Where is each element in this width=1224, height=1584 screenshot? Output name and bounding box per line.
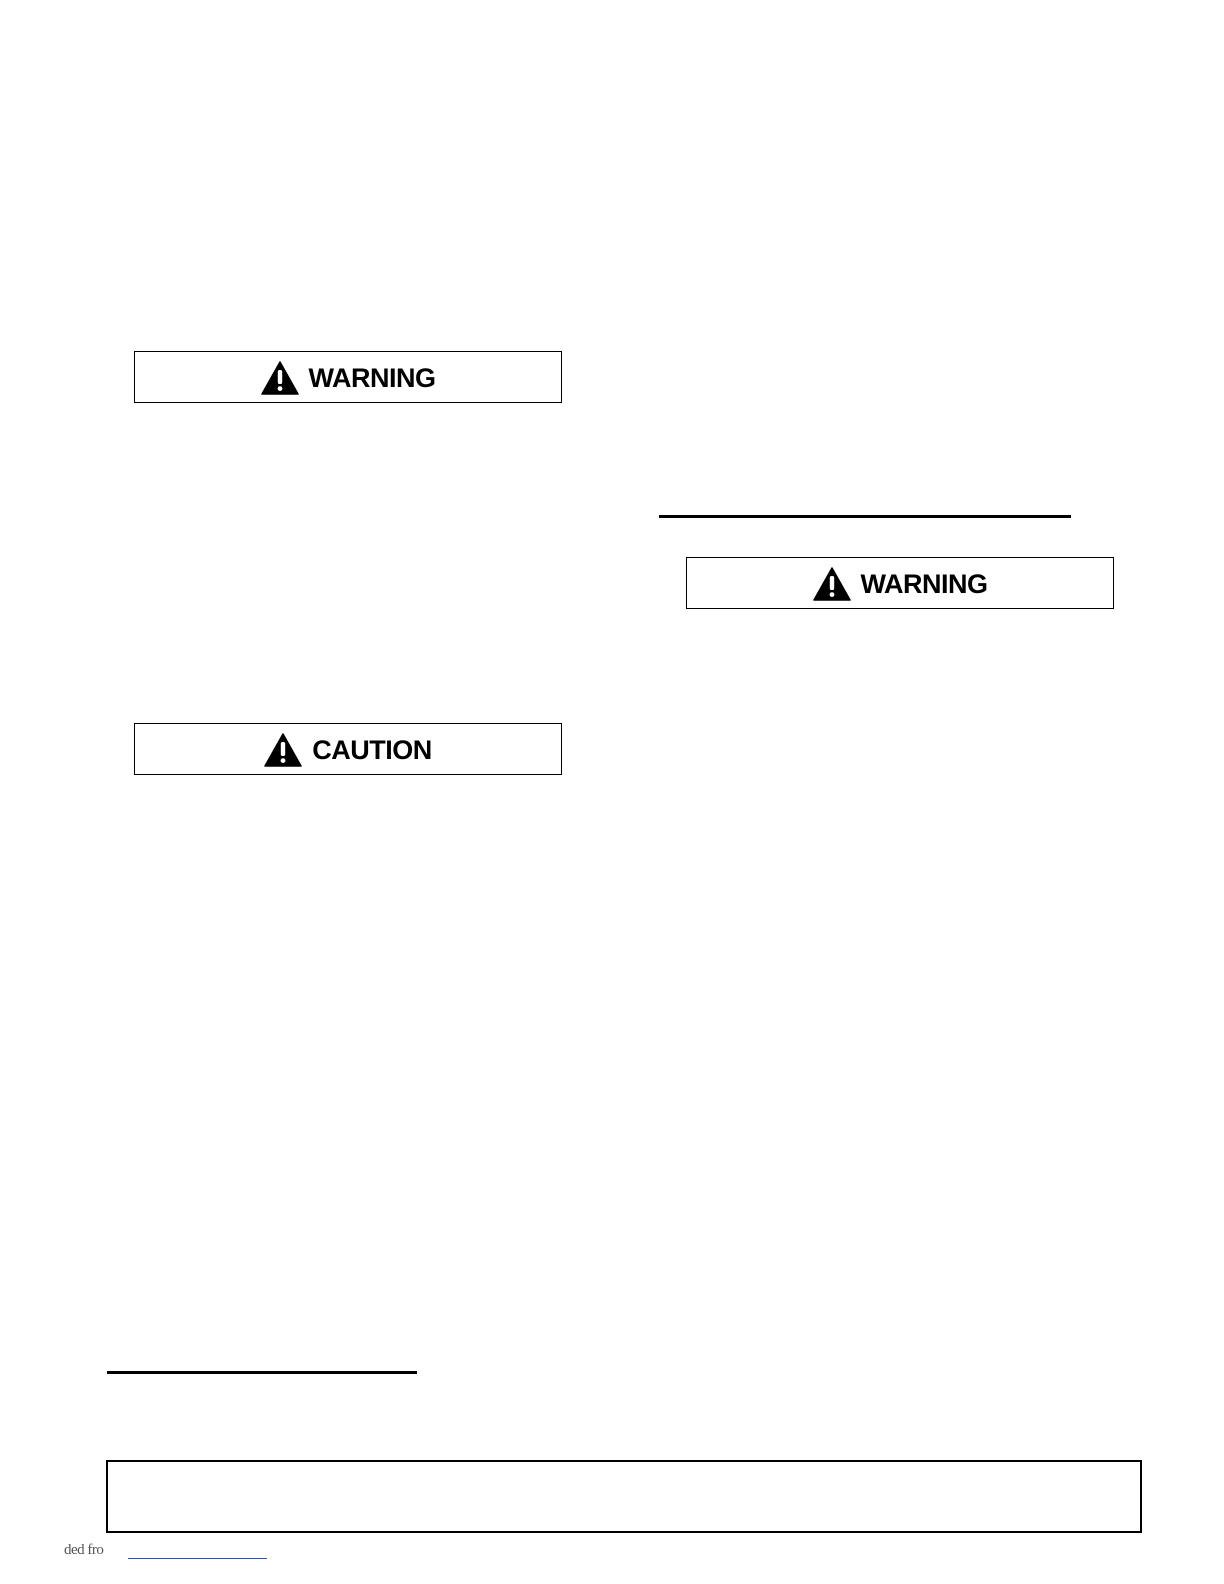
section-heading-rule [107, 1371, 417, 1374]
warning-triangle-icon [813, 567, 851, 601]
warning-notice-box [686, 557, 1114, 609]
footer-link[interactable] [128, 1558, 267, 1559]
caution-notice-box [134, 723, 562, 775]
caution-label: CAUTION [312, 734, 432, 765]
footer-fragment-text: ded fro [64, 1542, 104, 1558]
warning-label: WARNING [308, 362, 436, 393]
section-heading-rule [659, 515, 1071, 518]
warning-notice-box [134, 351, 562, 403]
caution-notice-content [264, 733, 432, 767]
warning-label: WARNING [860, 568, 988, 599]
warning-triangle-icon [264, 733, 302, 767]
warning-notice-content [261, 361, 436, 395]
warning-notice-content [813, 567, 988, 601]
warning-triangle-icon [261, 361, 299, 395]
footer-box [106, 1460, 1142, 1533]
